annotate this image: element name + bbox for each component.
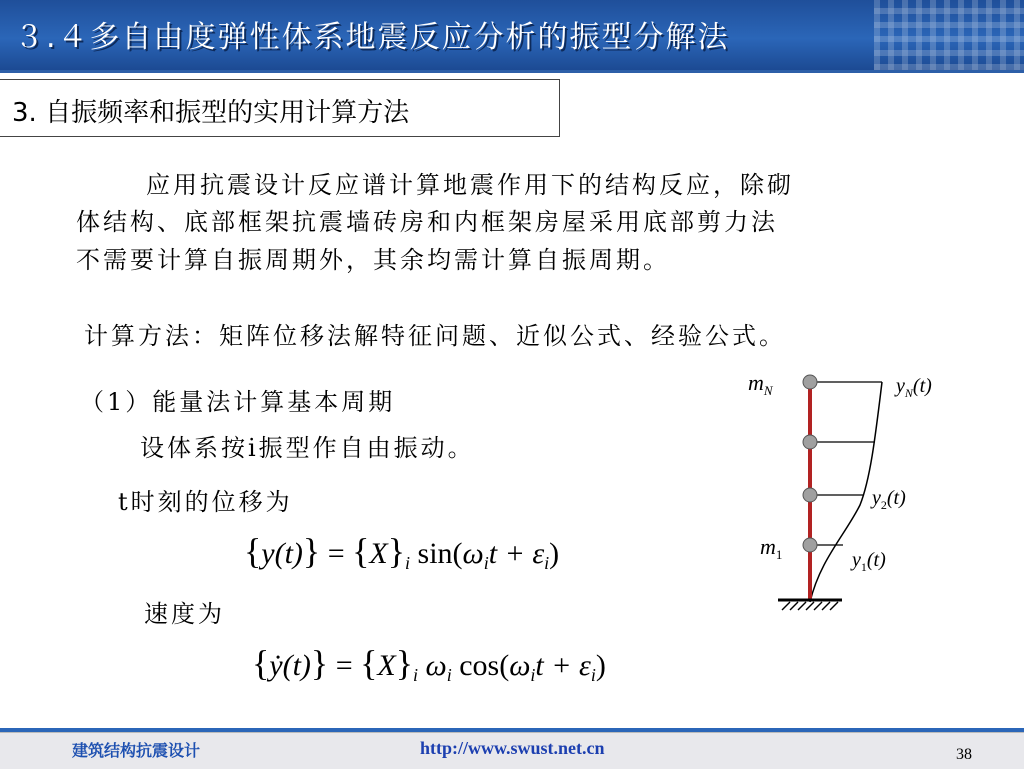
page-number: 38 [956, 746, 972, 763]
banner-divider [0, 70, 1024, 73]
label-y2: $y_2(t)$ [872, 487, 906, 512]
item-1-heading: （1）能量法计算基本周期 [80, 388, 396, 416]
paragraph-line-3: 不需要计算自振周期外，其余均需计算自振周期。 [76, 246, 670, 274]
mass-3 [803, 435, 817, 449]
section-title: 3. 自振频率和振型的实用计算方法 [12, 98, 410, 128]
label-yN: $y_N(t)$ [896, 375, 932, 400]
velocity-label: 速度为 [144, 600, 225, 628]
item-1-description: 设体系按i振型作自由振动。 [140, 434, 475, 462]
banner-decoration [874, 0, 1024, 70]
paragraph-line-1: 应用抗震设计反应谱计算地震作用下的结构反应，除砌 [146, 171, 794, 199]
label-mN: $m_N$ [748, 370, 773, 398]
velocity-formula: {ẏ(t)} = $\{X\}_i$ $\omega_i$ $\cos(\omega_it + \varepsilon_i)$ [252, 643, 606, 685]
mass-N [803, 375, 817, 389]
label-y1: $y_1(t)$ [852, 549, 886, 574]
ground-hatch [782, 602, 838, 610]
page-title: ３.４多自由度弹性体系地震反应分析的振型分解法 [14, 20, 730, 55]
mass-2 [803, 488, 817, 502]
footer-url[interactable]: http://www.swust.net.cn [420, 738, 605, 758]
shear-building-diagram [730, 360, 990, 620]
methods-line: 计算方法：矩阵位移法解特征问题、近似公式、经验公式。 [84, 322, 786, 350]
paragraph-line-2: 体结构、底部框架抗震墙砖房和内框架房屋采用底部剪力法 [76, 208, 778, 236]
mass-1 [803, 538, 817, 552]
course-name: 建筑结构抗震设计 [72, 741, 201, 760]
displacement-formula: $\{y(t)\} = \{X\}_i$ $\sin(\omega_it + \varepsilon_i)$ [244, 531, 560, 573]
title-banner [0, 0, 1024, 70]
section-header-box [0, 79, 560, 137]
displacement-label: t时刻的位移为 [118, 488, 293, 516]
label-m1: $m_1$ [760, 534, 783, 562]
